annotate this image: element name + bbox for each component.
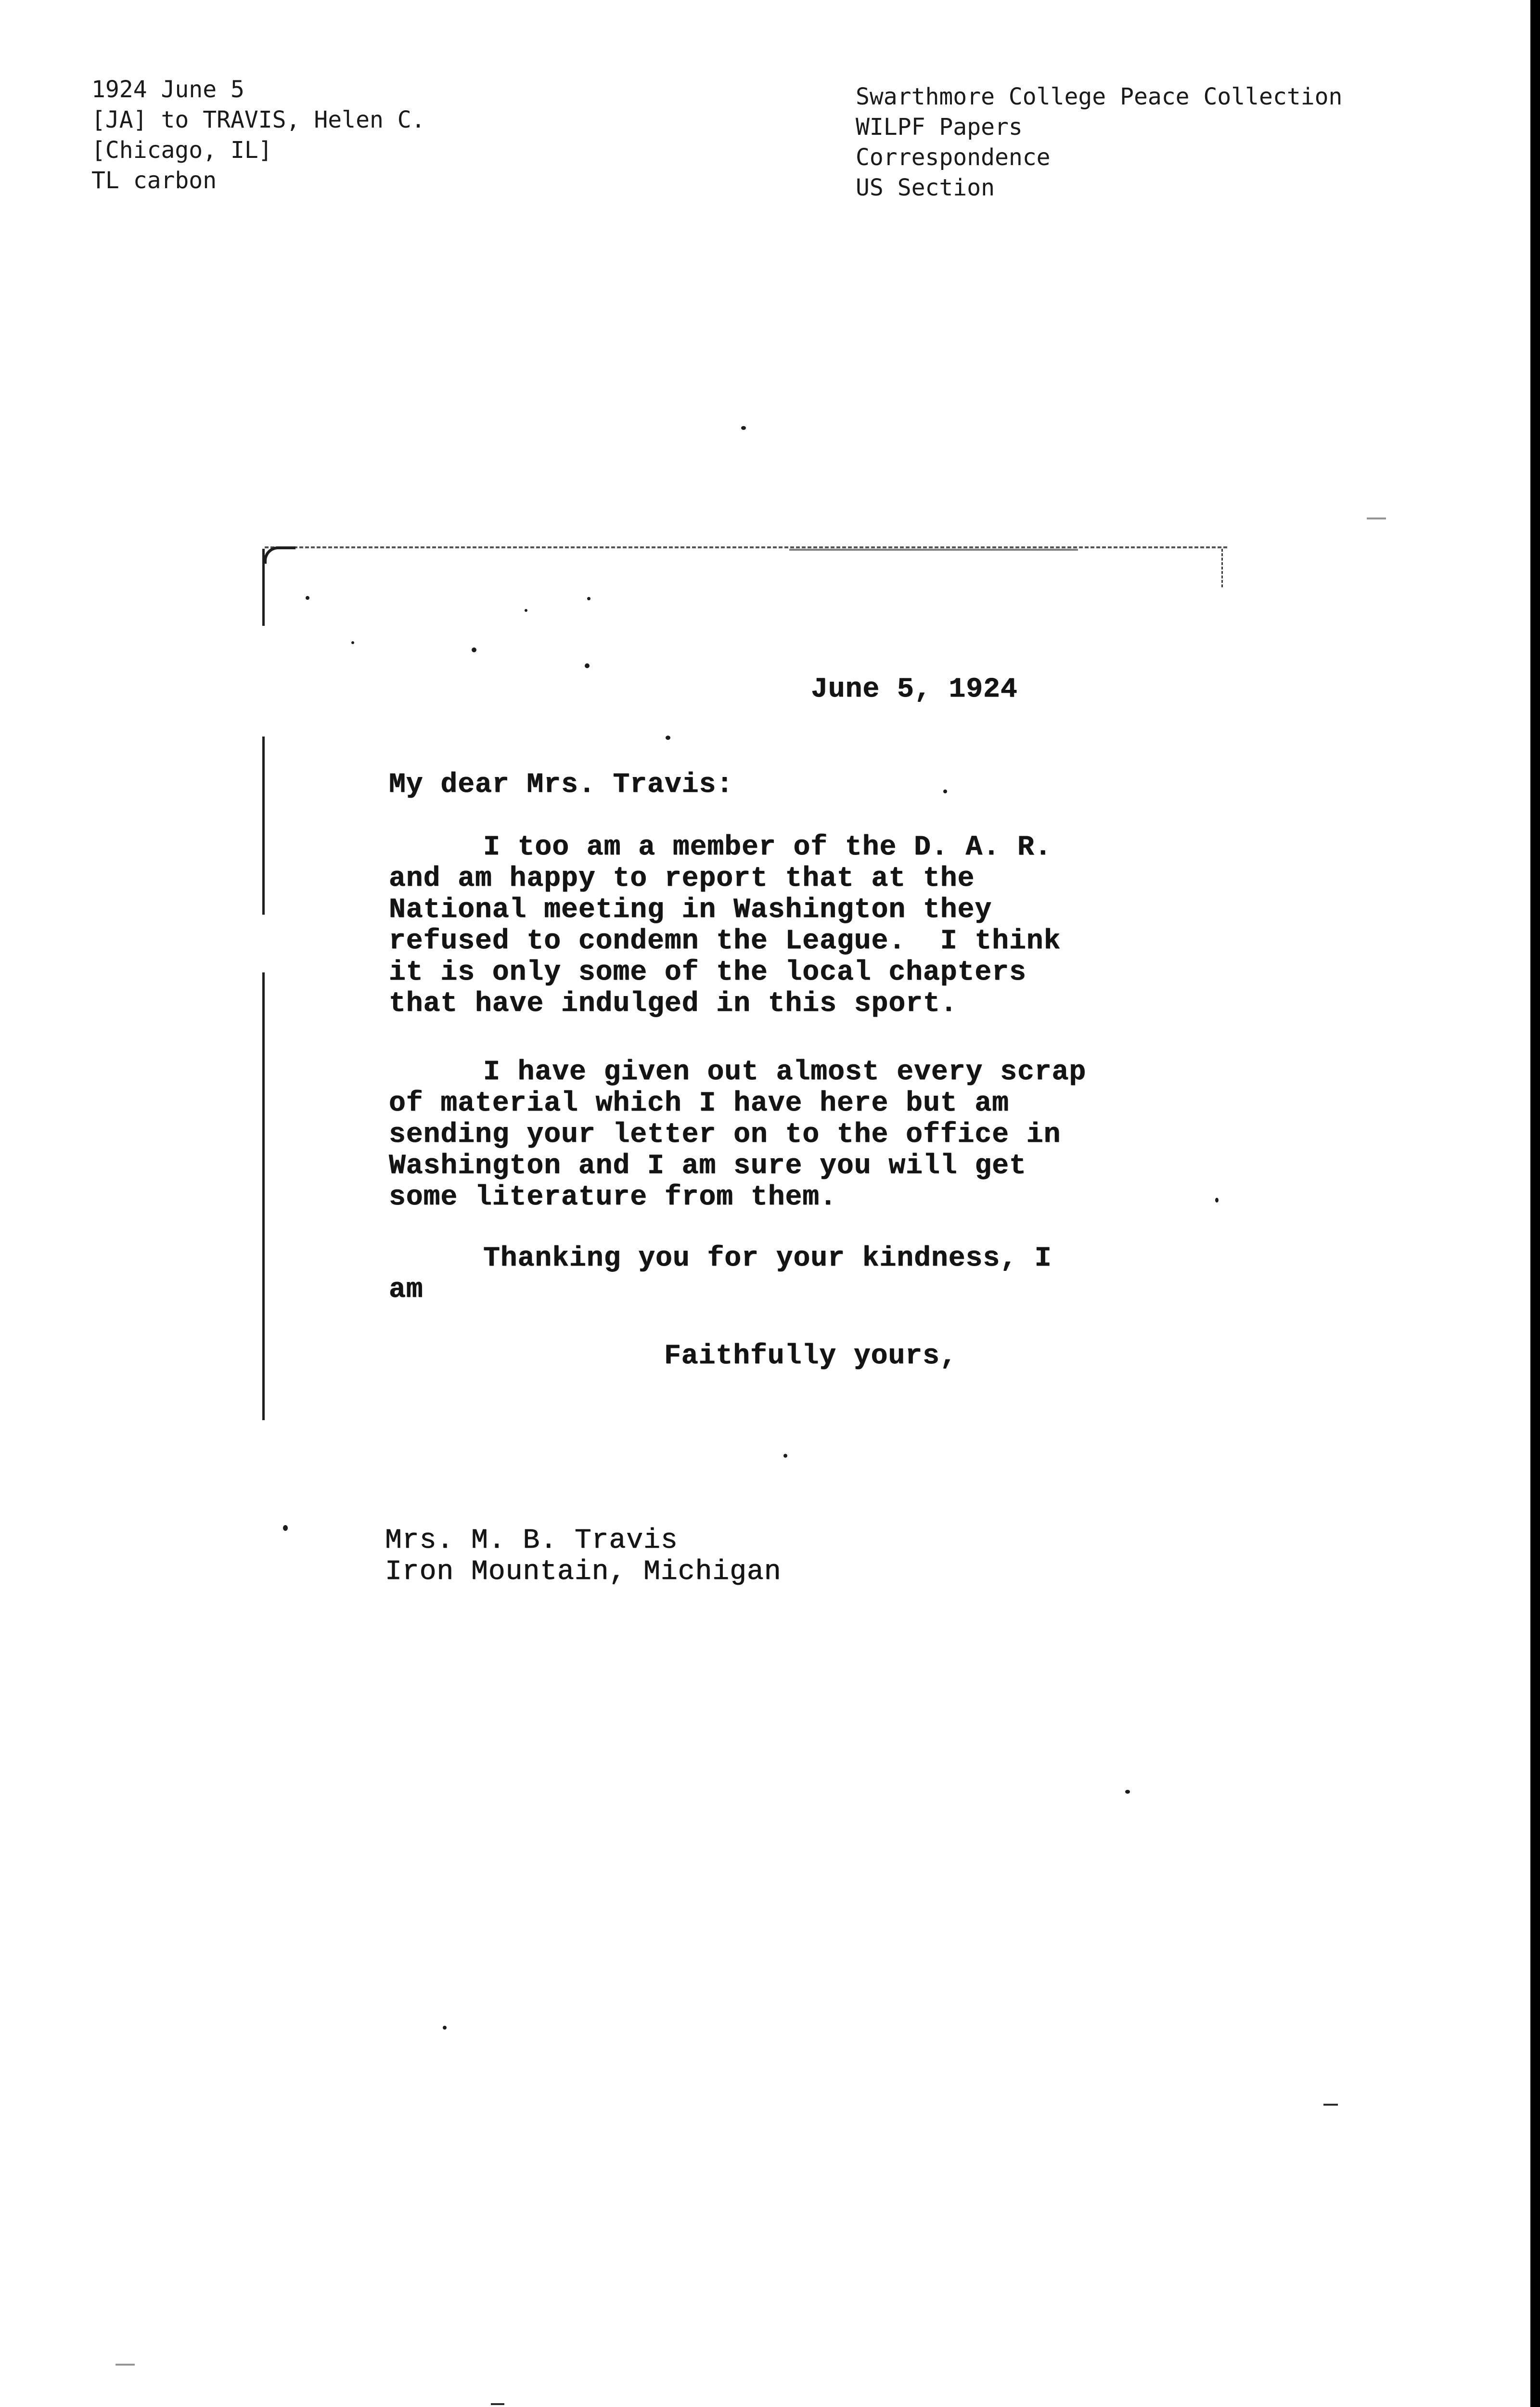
carbon-speck <box>1215 1198 1219 1203</box>
archive-correspondents: [JA] to TRAVIS, Helen C. <box>91 106 425 133</box>
paragraph-line: and am happy to report that at the <box>389 863 975 894</box>
carbon-border-gap <box>259 626 269 737</box>
paragraph-line: I too am a member of the D. A. R. <box>483 832 1052 863</box>
archive-series: Correspondence <box>856 144 1051 171</box>
letter-date: June 5, 1924 <box>811 674 1018 705</box>
archive-papers: WILPF Papers <box>856 114 1023 141</box>
paragraph-line: of material which I have here but am <box>389 1088 1010 1119</box>
carbon-speck <box>783 1454 787 1458</box>
carbon-speck <box>585 663 590 668</box>
carbon-speck <box>283 1525 288 1531</box>
carbon-speck <box>741 426 746 430</box>
paragraph-line: am <box>389 1274 424 1306</box>
letter-paragraph-1 <box>389 832 1061 1020</box>
carbon-speck <box>351 641 354 644</box>
carbon-speck <box>587 597 590 600</box>
paragraph-line: refused to condemn the League. I think <box>389 926 1061 957</box>
letter-salutation: My dear Mrs. Travis: <box>389 769 734 801</box>
carbon-border-right <box>1221 549 1223 587</box>
paragraph-line: I have given out almost every scrap <box>483 1057 1087 1088</box>
archive-section: US Section <box>856 174 995 201</box>
paragraph-line: sending your letter on to the office in <box>389 1119 1061 1151</box>
carbon-speck <box>943 789 947 793</box>
archive-metadata-left <box>91 75 425 196</box>
paragraph-line: Thanking you for your kindness, I <box>483 1243 1052 1274</box>
archive-date: 1924 June 5 <box>91 76 244 103</box>
paragraph-line: it is only some of the local chapters <box>389 957 1027 988</box>
archive-collection: Swarthmore College Peace Collection <box>856 83 1343 110</box>
carbon-mark <box>1323 2104 1338 2106</box>
carbon-border-corner <box>264 546 295 564</box>
carbon-border-top <box>265 546 1227 548</box>
carbon-speck <box>666 736 670 740</box>
letter-recipient-address <box>385 1525 782 1588</box>
letter-closing: Faithfully yours, <box>664 1341 957 1372</box>
recipient-location: Iron Mountain, Michigan <box>385 1556 782 1588</box>
carbon-speck <box>1125 1790 1130 1794</box>
paragraph-line: that have indulged in this sport. <box>389 988 958 1020</box>
letter-paragraph-2 <box>389 1057 1086 1213</box>
archive-location: [Chicago, IL] <box>91 137 272 164</box>
carbon-speck <box>472 647 476 652</box>
paragraph-line: National meeting in Washington they <box>389 894 992 926</box>
carbon-mark <box>116 2364 135 2366</box>
carbon-mark <box>1367 518 1386 519</box>
paragraph-line: some literature from them. <box>389 1182 837 1213</box>
carbon-speck <box>306 596 309 600</box>
carbon-speck <box>525 609 527 612</box>
carbon-border-gap <box>259 915 269 972</box>
paragraph-line: Washington and I am sure you will get <box>389 1151 1027 1182</box>
carbon-mark <box>789 549 1078 551</box>
carbon-speck <box>443 2026 447 2030</box>
archive-document-type: TL carbon <box>91 167 217 194</box>
recipient-name: Mrs. M. B. Travis <box>385 1525 678 1556</box>
archive-metadata-right <box>856 82 1342 203</box>
carbon-mark <box>491 2403 504 2405</box>
letter-paragraph-3 <box>389 1243 1052 1306</box>
